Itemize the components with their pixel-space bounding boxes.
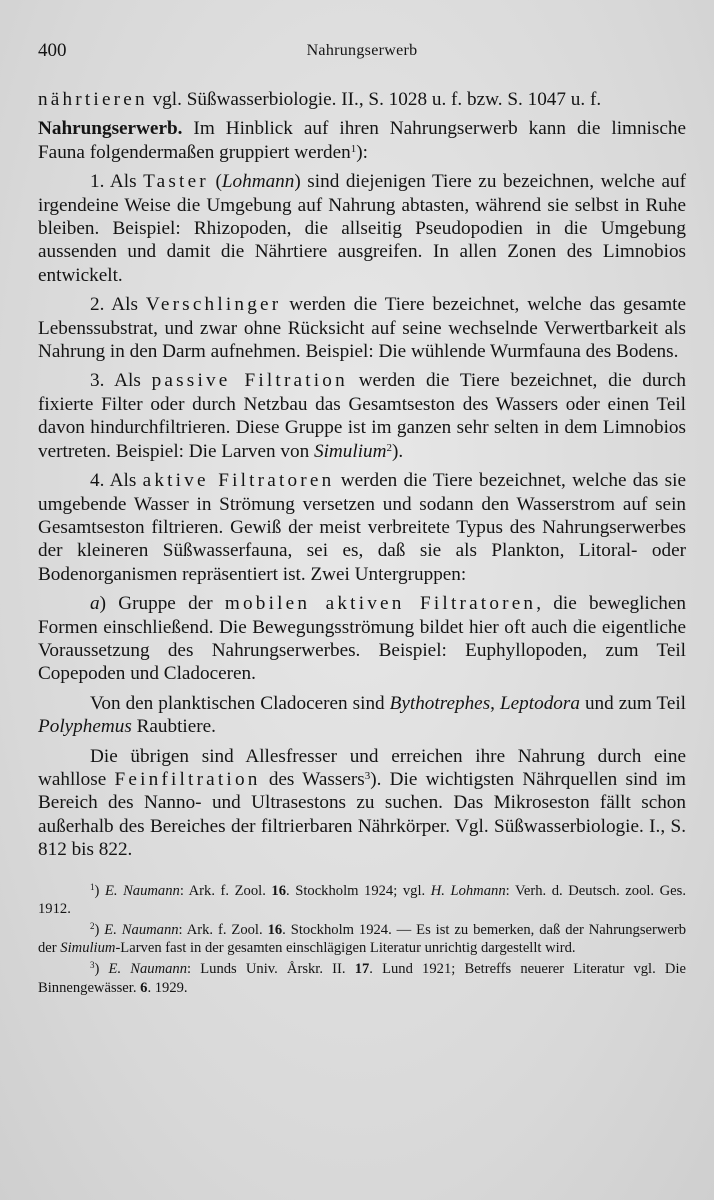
section-heading: Nahrungserwerb. bbox=[38, 118, 183, 140]
text-run: . Lund 1921; Betreffs neuerer Literatur vgl. Die Binnengewässer. bbox=[38, 961, 686, 996]
italic-author: E. Naumann bbox=[104, 922, 179, 938]
page-header bbox=[38, 40, 686, 68]
italic-genus: Simulium bbox=[60, 940, 116, 957]
text-run: . Stockholm 1924. — Es ist zu bemerken, daß der Nahrungserwerb der bbox=[38, 922, 687, 957]
text-run: und zum Teil bbox=[579, 692, 687, 714]
text-run: ) sind diejenigen Tiere zu bezeichnen, welche auf irgendeine Weise die Umgebung auf Nahrung abtasten, während sie selbst in Ruhe bleiben. Beispiel: Rhizopoden, die allseitig Pseudopodien in die Umgebung aussenden und damit die Nährtiere ausgreifen. In allen Zonen des Limnobios entwickelt. bbox=[38, 171, 686, 286]
text-run: : Ark. f. Zool. bbox=[179, 882, 272, 899]
list-label: a bbox=[90, 593, 100, 615]
text-run: : Ark. f. Zool. bbox=[178, 922, 268, 938]
text-run: Raubtiere. bbox=[131, 716, 216, 738]
paragraph-taster bbox=[38, 170, 686, 287]
spaced-term: mobilen aktiven Filtratoren bbox=[224, 593, 537, 615]
text-run: 3. Als bbox=[90, 370, 152, 392]
spaced-word: nährtieren bbox=[38, 89, 148, 110]
volume-number: 17 bbox=[354, 961, 370, 978]
italic-genus: Polyphemus bbox=[38, 716, 132, 738]
text-run: ) bbox=[94, 961, 109, 978]
text-run: ). Die wichtigsten Nährquellen sind im Bereich des Nanno- und Ultrasestons zu suchen. Das Mikroseston fällt schon außerhalb des Bereiches der filtrierbaren Nährkörper. Vgl. Süßwasserbiologie. I., S. 812 bis 822. bbox=[38, 768, 686, 861]
page-number: 400 bbox=[38, 40, 67, 61]
text-run: werden die Tiere bezeichnet, die durch fixierte Filter oder durch Netzbau das Gesamtseston des Wassers oder einen Teil davon hindurchfiltrieren. Diese Gruppe ist im ganzen sehr selten in dem Limnobios vertreten. Beispiel: Die Larven von bbox=[38, 370, 686, 462]
footnote-ref: 2 bbox=[386, 441, 392, 454]
italic-author: Lohmann bbox=[221, 171, 295, 193]
footnote-marker: 1 bbox=[90, 881, 95, 892]
volume-number: 16 bbox=[271, 882, 287, 899]
text-run: 4. Als bbox=[90, 470, 143, 492]
spaced-term: aktive Filtratoren bbox=[142, 470, 335, 492]
text-run: Im Hinblick auf ihren Nahrungserwerb kann die limnische Fauna folgendermaßen gruppiert werden bbox=[38, 118, 686, 163]
footnote-ref: 1 bbox=[350, 142, 357, 155]
italic-genus: Bythotrephes bbox=[389, 692, 491, 714]
footnote-marker: 2 bbox=[90, 921, 95, 931]
italic-author: E. Naumann bbox=[104, 882, 180, 899]
italic-genus: Leptodora bbox=[499, 692, 580, 714]
footnote-ref: 3 bbox=[364, 769, 371, 782]
text-run: Von den planktischen Cladoceren sind bbox=[90, 692, 390, 714]
running-head: Nahrungserwerb bbox=[306, 42, 418, 59]
footnotes bbox=[38, 882, 686, 997]
text-run: ( bbox=[208, 171, 222, 193]
text-run: ). bbox=[392, 440, 404, 462]
paragraph-allesfresser bbox=[38, 745, 686, 862]
paragraph-cladoceren bbox=[38, 692, 686, 739]
text-run: Die übrigen sind Allesfresser und erreichen ihre Nahrung durch eine wahllose bbox=[38, 745, 686, 790]
text-run: werden die Tiere bezeichnet, welche das sie umgebende Wasser in Strömung versetzen und sodann den Wasserstrom auf sein Gesamtseston filtrieren. Gewiß der meist verbreitete Typus des Nahrungserwerbes der kleineren Süßwasserfauna, sei es, daß sie als Plankton, Litoral- oder Bodenorganismen repräsentiert ist. Zwei Untergruppen: bbox=[38, 470, 686, 585]
italic-author: E. Naumann bbox=[108, 961, 188, 978]
paragraph-passive-filtration bbox=[38, 369, 686, 463]
spaced-term: passive Filtration bbox=[151, 370, 348, 392]
spaced-term: Feinfiltration bbox=[114, 768, 261, 790]
text-run: ) bbox=[94, 882, 105, 899]
paragraph-intro bbox=[38, 117, 686, 164]
spaced-term: Verschlinger bbox=[145, 294, 282, 316]
text-run: : Lunds Univ. Årskr. II. bbox=[187, 961, 355, 978]
spaced-term: Taster bbox=[143, 171, 209, 193]
text-run: , bbox=[490, 692, 500, 714]
text-run: . Stockholm 1924; vgl. bbox=[286, 882, 431, 899]
paragraph-verschlinger bbox=[38, 293, 686, 363]
text-run: ) Gruppe der bbox=[99, 593, 225, 615]
text-run: : Verh. d. Deutsch. zool. Ges. 1912. bbox=[38, 882, 686, 917]
text-run: . 1929. bbox=[147, 979, 188, 996]
volume-number: 16 bbox=[267, 922, 283, 938]
italic-genus: Simulium bbox=[314, 440, 387, 462]
text-run: vgl. Süßwasserbiologie. II., S. 1028 u. f. bzw. S. 1047 u. f. bbox=[147, 89, 602, 110]
footnote-marker: 3 bbox=[90, 960, 95, 971]
paragraph-subgroup-a bbox=[38, 592, 686, 686]
volume-number: 6 bbox=[140, 979, 148, 996]
italic-author: H. Lohmann bbox=[430, 882, 506, 899]
text-run: -Larven fast in der gesamten einschlägigen Literatur unrichtig dargestellt wird. bbox=[115, 940, 576, 957]
text-run: werden die Tiere bezeichnet, welche das gesamte Lebenssubstrat, und zwar ohne Rücksicht auf seine wechselnde Verwertbarkeit als Nahrung in den Darm aufnehmen. Beispiel: Die wühlende Wurmfauna des Bodens. bbox=[38, 294, 686, 363]
paragraph-aktive-filtratoren bbox=[38, 469, 686, 586]
text-run: 2. Als bbox=[90, 294, 146, 316]
body-text bbox=[38, 88, 686, 862]
footnote-2 bbox=[38, 921, 686, 957]
text-run: des Wassers bbox=[260, 768, 365, 790]
paragraph-continuation bbox=[38, 88, 686, 111]
footnote-3 bbox=[38, 960, 686, 996]
text-run: 1. Als bbox=[90, 171, 144, 193]
text-run: ) bbox=[94, 922, 105, 938]
text-run: ): bbox=[356, 141, 368, 163]
text-run: , die beweglichen Formen einschließend. Die Bewegungsströmung bildet hier oft auch die eigentliche Voraussetzung des Nahrungserwerbes. Beispiel: Euphyllopoden, zum Teil Copepoden und Cladoceren. bbox=[38, 593, 686, 685]
footnote-1 bbox=[38, 882, 686, 918]
footnote-separator bbox=[38, 868, 686, 882]
